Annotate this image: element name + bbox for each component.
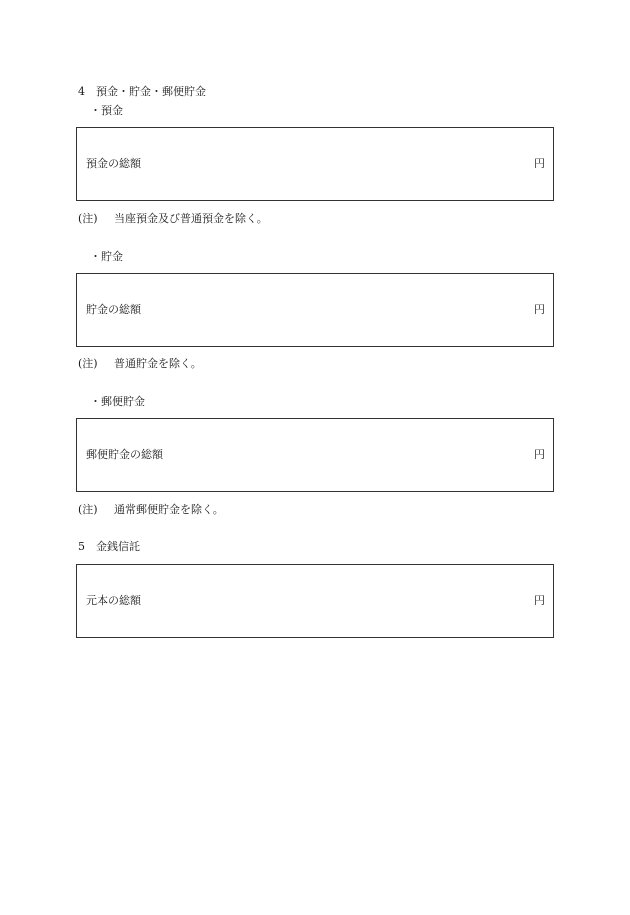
savings-note-text: 普通貯金を除く。 <box>114 357 202 370</box>
section-4-title: 預金・貯金・郵便貯金 <box>96 85 206 98</box>
savings-note-tag: (注) <box>78 357 98 370</box>
postal-savings-note <box>78 503 224 517</box>
section-5-title: 金銭信託 <box>96 540 140 553</box>
section-4-number: 4 <box>78 85 85 98</box>
section-4-heading <box>78 85 206 99</box>
deposit-note-text: 当座預金及び普通預金を除く。 <box>114 212 268 225</box>
postal-savings-yen-unit: 円 <box>534 448 545 461</box>
deposit-yen-unit: 円 <box>534 157 545 170</box>
savings-total-field[interactable] <box>76 273 554 347</box>
deposit-total-field[interactable] <box>76 127 554 201</box>
principal-total-label: 元本の総額 <box>86 594 141 607</box>
deposit-note-tag: (注) <box>78 212 98 225</box>
savings-total-label: 貯金の総額 <box>86 303 141 316</box>
postal-savings-total-label: 郵便貯金の総額 <box>86 448 163 461</box>
savings-subheading: ・貯金 <box>90 250 123 263</box>
savings-note <box>78 357 202 371</box>
principal-total-field[interactable] <box>76 564 554 638</box>
savings-yen-unit: 円 <box>534 303 545 316</box>
section-5-heading <box>78 540 140 554</box>
section-5-number: 5 <box>78 540 85 553</box>
postal-savings-note-text: 通常郵便貯金を除く。 <box>114 503 224 516</box>
postal-savings-subheading: ・郵便貯金 <box>90 395 145 408</box>
postal-savings-note-tag: (注) <box>78 503 98 516</box>
postal-savings-total-field[interactable] <box>76 418 554 492</box>
deposit-total-label: 預金の総額 <box>86 157 141 170</box>
deposit-note <box>78 212 268 226</box>
deposit-subheading: ・預金 <box>90 104 123 117</box>
principal-yen-unit: 円 <box>534 594 545 607</box>
